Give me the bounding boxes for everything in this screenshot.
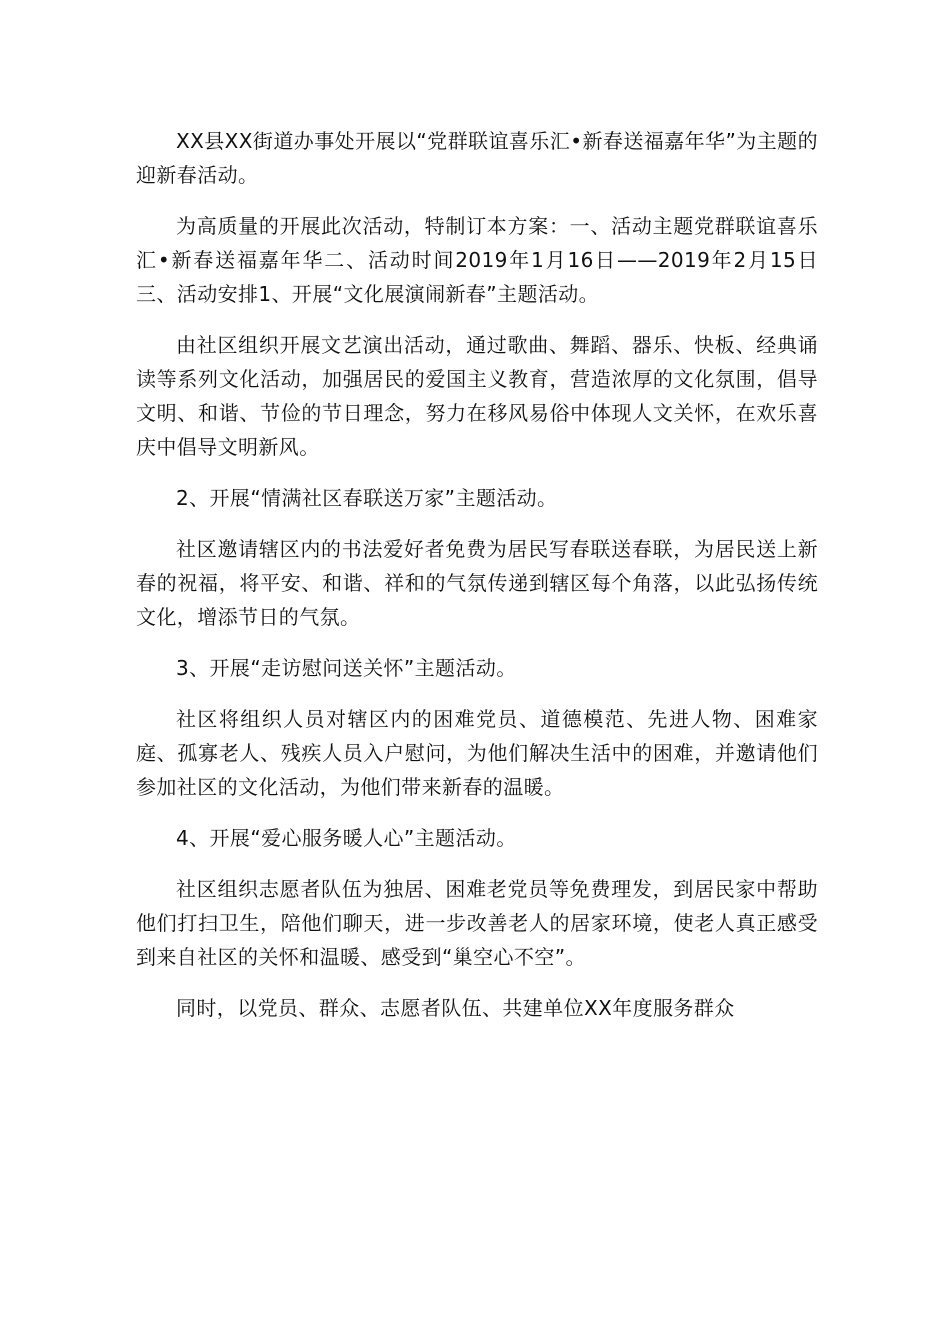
- activity-heading-4: 4、开展“爱心服务暖人心”主题活动。: [176, 826, 517, 850]
- paragraph-plan: 为高质量的开展此次活动，特制订本方案：一、活动主题党群联谊喜乐汇•新春送福嘉年华二、活动时间2019年1月16日——2019年2月15日三、活动安排1、开展“文化展演闹新春”主题活动。: [136, 214, 818, 306]
- paragraph-closing: 同时，以党员、群众、志愿者队伍、共建单位XX年度服务群众: [176, 996, 735, 1020]
- activity-heading-3: 3、开展“走访慰问送关怀”主题活动。: [176, 656, 517, 680]
- paragraph-couplets: 社区邀请辖区内的书法爱好者免费为居民写春联送春联，为居民送上新春的祝福，将平安、和谐、祥和的气氛传递到辖区每个角落，以此弘扬传统文化，增添节日的气氛。: [136, 537, 818, 629]
- paragraph-culture: 由社区组织开展文艺演出活动，通过歌曲、舞蹈、器乐、快板、经典诵读等系列文化活动，加强居民的爱国主义教育，营造浓厚的文化氛围，倡导文明、和谐、节俭的节日理念，努力在移风易俗中体现人文关怀，在欢乐喜庆中倡导文明新风。: [136, 333, 818, 459]
- activity-heading-2: 2、开展“情满社区春联送万家”主题活动。: [176, 486, 558, 510]
- paragraph-visits: 社区将组织人员对辖区内的困难党员、道德模范、先进人物、困难家庭、孤寡老人、残疾人员入户慰问，为他们解决生活中的困难，并邀请他们参加社区的文化活动，为他们带来新春的温暖。: [136, 707, 818, 799]
- paragraph-intro: XX县XX街道办事处开展以“党群联谊喜乐汇•新春送福嘉年华”为主题的迎新春活动。: [136, 129, 818, 187]
- document-body: [136, 124, 818, 1042]
- paragraph-volunteers: 社区组织志愿者队伍为独居、困难老党员等免费理发，到居民家中帮助他们打扫卫生，陪他们聊天，进一步改善老人的居家环境，使老人真正感受到来自社区的关怀和温暖、感受到“巢空心不空”。: [136, 877, 818, 969]
